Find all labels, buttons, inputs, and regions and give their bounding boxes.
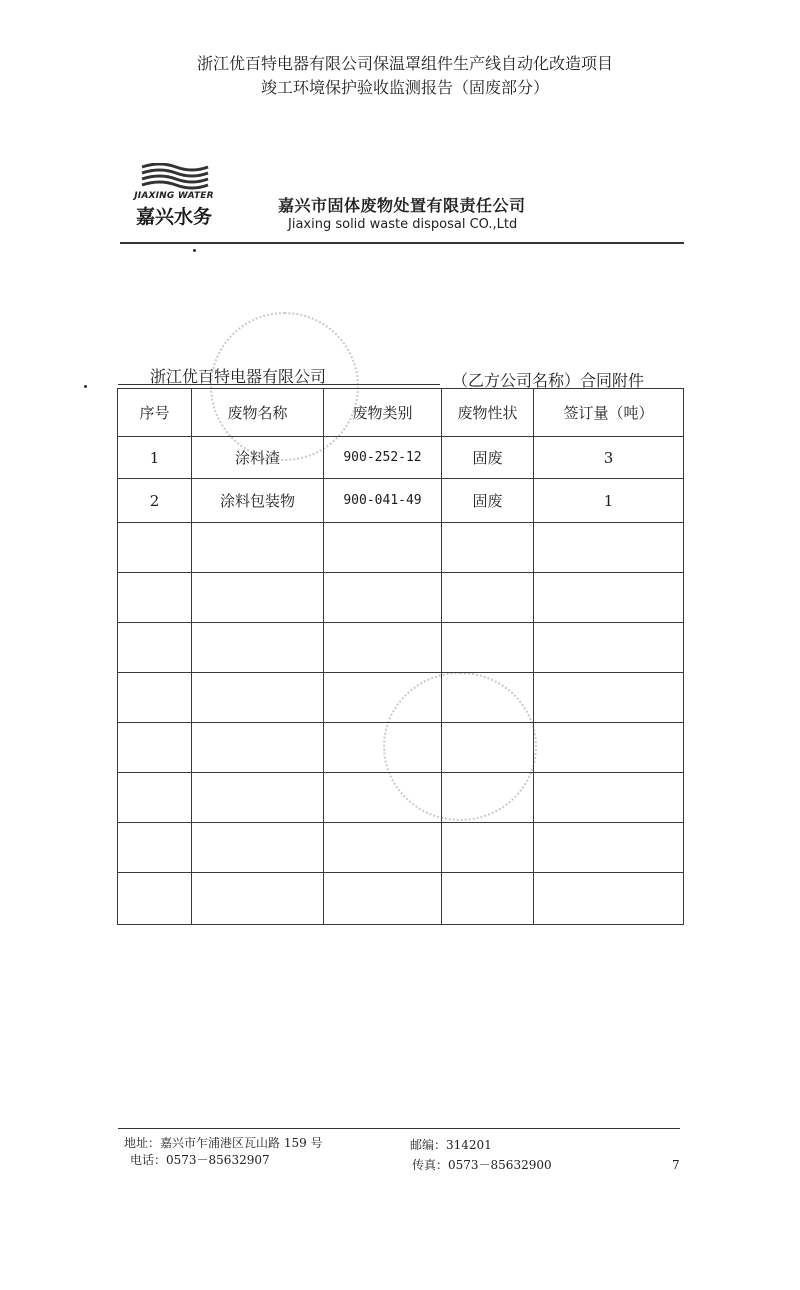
empty-cell (442, 823, 534, 873)
logo-english-text: JIAXING WATER (134, 191, 214, 201)
empty-table-row (118, 823, 684, 873)
empty-cell (192, 623, 324, 673)
empty-cell (442, 723, 534, 773)
empty-cell (192, 573, 324, 623)
empty-cell (534, 673, 684, 723)
cell-waste-category: 900-252-12 (324, 437, 442, 479)
company-name-english: Jiaxing solid waste disposal CO.,Ltd (288, 217, 518, 232)
empty-cell (324, 523, 442, 573)
footer-divider (118, 1128, 680, 1129)
cell-quantity: 1 (534, 479, 684, 523)
empty-cell (534, 873, 684, 925)
table-row (118, 437, 684, 479)
empty-cell (192, 773, 324, 823)
empty-cell (534, 623, 684, 673)
table-row (118, 479, 684, 523)
empty-cell (118, 723, 192, 773)
empty-cell (534, 573, 684, 623)
empty-cell (442, 873, 534, 925)
logo-chinese-text: 嘉兴水务 (135, 206, 212, 228)
party-name-underline (118, 384, 440, 385)
cell-quantity: 3 (534, 437, 684, 479)
cell-waste-name: 涂料渣 (192, 437, 324, 479)
water-waves-icon (140, 163, 210, 191)
empty-cell (192, 823, 324, 873)
empty-cell (192, 523, 324, 573)
header-contract-quantity: 签订量（吨） (534, 389, 684, 437)
header-waste-form: 废物性状 (442, 389, 534, 437)
contract-attachment-label: （乙方公司名称）合同附件 (452, 371, 645, 390)
header-waste-category: 废物类别 (324, 389, 442, 437)
header-serial-number: 序号 (118, 389, 192, 437)
cell-waste-form: 固废 (442, 479, 534, 523)
empty-cell (118, 873, 192, 925)
empty-cell (324, 723, 442, 773)
company-name-chinese: 嘉兴市固体废物处置有限责任公司 (278, 196, 526, 215)
header-waste-name: 废物名称 (192, 389, 324, 437)
empty-cell (118, 773, 192, 823)
empty-cell (118, 673, 192, 723)
page-number: 7 (672, 1158, 680, 1172)
letterhead-divider (120, 242, 684, 244)
empty-cell (324, 573, 442, 623)
empty-cell (324, 673, 442, 723)
empty-cell (192, 673, 324, 723)
cell-waste-form: 固废 (442, 437, 534, 479)
empty-cell (118, 523, 192, 573)
empty-cell (324, 823, 442, 873)
empty-cell (192, 723, 324, 773)
report-title-line1: 浙江优百特电器有限公司保温罩组件生产线自动化改造项目 (196, 54, 613, 73)
empty-cell (118, 623, 192, 673)
empty-cell (534, 723, 684, 773)
empty-table-row (118, 723, 684, 773)
empty-cell (442, 573, 534, 623)
empty-cell (324, 873, 442, 925)
footer-fax: 传真：0573－85632900 (412, 1158, 552, 1172)
empty-cell (534, 773, 684, 823)
empty-cell (118, 573, 192, 623)
waste-agreement-table (117, 388, 684, 925)
empty-table-row (118, 573, 684, 623)
empty-cell (442, 673, 534, 723)
jiaxing-water-logo (118, 163, 230, 238)
scan-speck (84, 385, 87, 388)
footer-postcode: 邮编：314201 (410, 1138, 492, 1152)
empty-table-row (118, 673, 684, 723)
footer-phone: 电话：0573－85632907 (130, 1153, 270, 1167)
cell-serial: 1 (118, 437, 192, 479)
footer-address: 地址：嘉兴市乍浦港区瓦山路 159 号 (124, 1136, 323, 1150)
empty-table-row (118, 623, 684, 673)
empty-cell (442, 773, 534, 823)
empty-cell (324, 773, 442, 823)
empty-cell (118, 823, 192, 873)
empty-cell (192, 873, 324, 925)
party-b-company-name: 浙江优百特电器有限公司 (150, 367, 327, 386)
empty-cell (442, 623, 534, 673)
report-title-line2: 竣工环境保护验收监测报告（固废部分） (260, 78, 549, 97)
scan-speck (193, 249, 196, 252)
empty-cell (534, 523, 684, 573)
cell-waste-name: 涂料包装物 (192, 479, 324, 523)
cell-serial: 2 (118, 479, 192, 523)
table-header-row (118, 389, 684, 437)
report-header (0, 52, 800, 100)
cell-waste-category: 900-041-49 (324, 479, 442, 523)
empty-cell (324, 623, 442, 673)
empty-table-row (118, 873, 684, 925)
empty-table-row (118, 773, 684, 823)
empty-cell (442, 523, 534, 573)
empty-cell (534, 823, 684, 873)
empty-table-row (118, 523, 684, 573)
